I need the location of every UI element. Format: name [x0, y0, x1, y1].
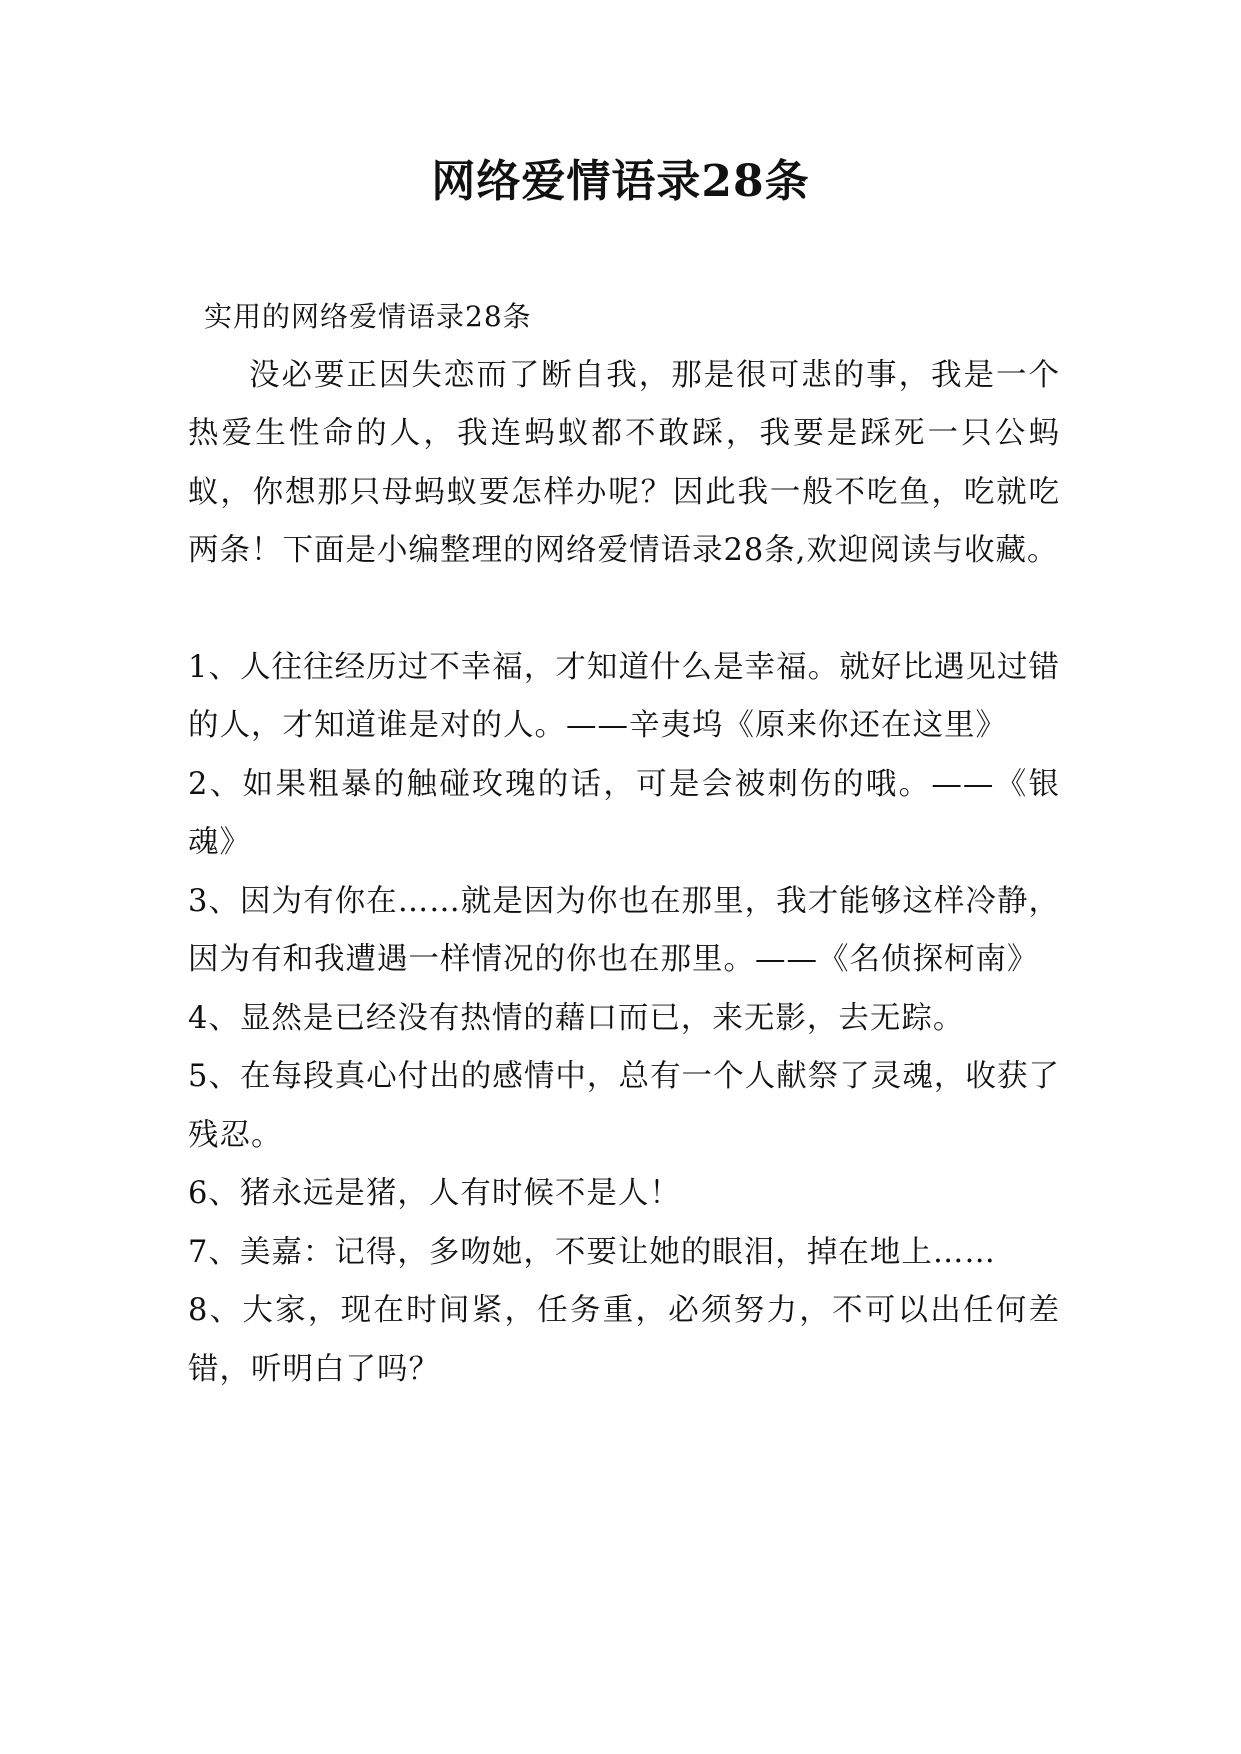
quote-item: 5、在每段真心付出的感情中，总有一个人献祭了灵魂，收获了残忍。 [188, 1059, 1060, 1153]
paragraph-spacer [188, 581, 1060, 639]
document-subtitle: 实用的网络爱情语录28条 [204, 300, 532, 333]
document-title: 网络爱情语录28条 [431, 156, 810, 207]
intro-paragraph: 没必要正因失恋而了断自我，那是很可悲的事，我是一个热爱生性命的人，我连蚂蚁都不敢踩，我要是踩死一只公蚂蚁，你想那只母蚂蚁要怎样办呢？因此我一般不吃鱼，吃就吃两条！下面是小编整理的网络爱情语录28条,欢迎阅读与收藏。 [188, 357, 1060, 568]
quote-item: 2、如果粗暴的触碰玫瑰的话，可是会被刺伤的哦。——《银魂》 [188, 766, 1060, 860]
document-body [188, 288, 1060, 1399]
quote-item: 1、人往往经历过不幸福，才知道什么是幸福。就好比遇见过错的人，才知道谁是对的人。——辛夷坞《原来你还在这里》 [188, 649, 1060, 743]
quote-item: 6、猪永远是猪，人有时候不是人！ [188, 1176, 681, 1211]
quote-item: 7、美嘉：记得，多吻她，不要让她的眼泪，掉在地上…… [188, 1234, 996, 1270]
quote-item: 8、大家，现在时间紧，任务重，必须努力，不可以出任何差错，听明白了吗？ [188, 1293, 1060, 1387]
quote-item: 3、因为有你在……就是因为你也在那里，我才能够这样冷静，因为有和我遭遇一样情况的你也在那里。——《名侦探柯南》 [188, 883, 1060, 977]
quote-item: 4、显然是已经没有热情的藉口而已，来无影，去无踪。 [188, 1000, 965, 1036]
